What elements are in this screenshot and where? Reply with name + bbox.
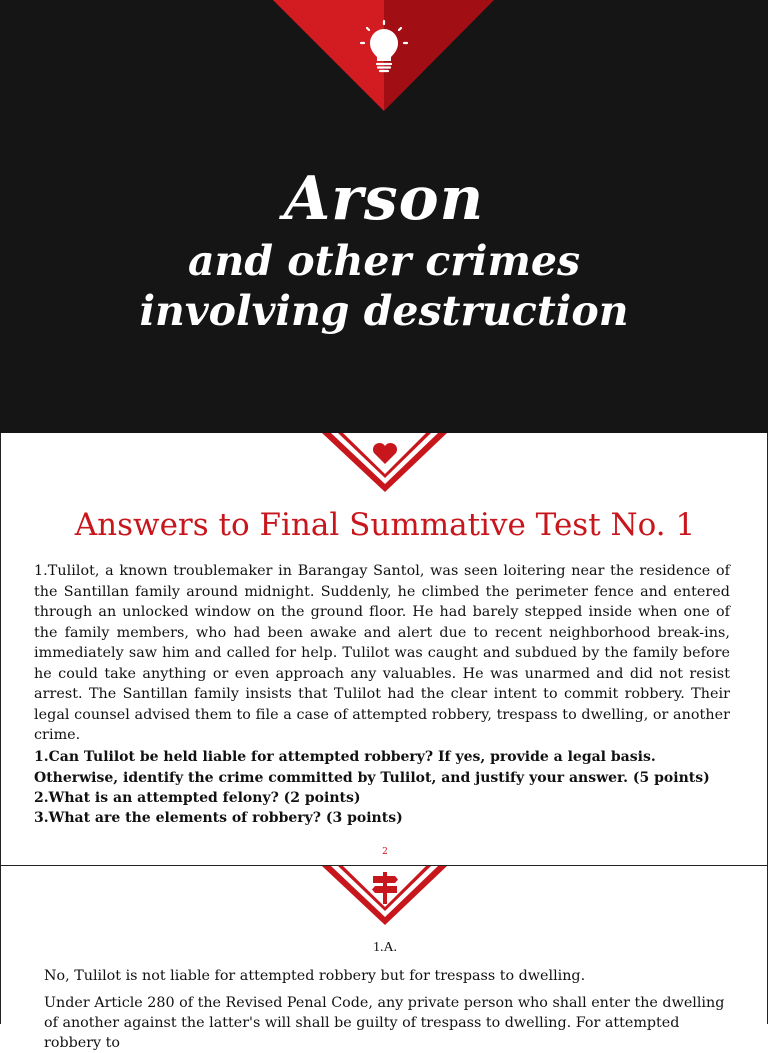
cover-subtitle-line-1: and other crimes [187,237,581,285]
page-badge [1,433,769,495]
page-badge [1,866,769,928]
cover-title: Arson [283,164,485,234]
page-number: 2 [382,847,388,857]
cover-subtitle-line-2: involving destruction [139,287,629,335]
answers-page [0,433,768,865]
cover-notch [0,0,768,120]
scenario-text: 1.Tulilot, a known troublemaker in Barangay Santol, was seen loitering near the residence of the Santillan family around midnight. Suddenly, he climbed the perimeter fence and entered through an unlocked window on the ground floor. He had barely stepped inside when one of the family members, who had been awake and alert due to recent neighborhood break-ins, immediately saw him and called for help. Tulilot was caught and subdued by the family before he could take anything or even approach any valuables. He was unarmed and did not resist arrest. The Santillan family insists that Tulilot had the clear intent to commit robbery. Their legal counsel advised them to file a case of attempted robbery, trespass to dwelling, or another crime. [34,563,730,743]
question-3: 3.What are the elements of robbery? (3 points) [34,810,403,826]
answer-page [0,866,768,1051]
question-1: 1.Can Tulilot be held liable for attempted robbery? If yes, provide a legal basis. Otherwise, identify the crime committed by Tulilot, and justify your answer. (5 points) [34,749,710,786]
cover-page [0,0,768,433]
answer-paragraph-1: No, Tulilot is not liable for attempted robbery but for trespass to dwelling. [44,968,586,984]
answer-label: 1.A. [372,940,398,955]
page-heading: Answers to Final Summative Test No. 1 [74,507,696,543]
answer-paragraph-2: Under Article 280 of the Revised Penal Code, any private person who shall enter the dwelling of another against the latter's will shall be guilty of trespass to dwelling. For attempted robbery to [44,995,725,1051]
question-2: 2.What is an attempted felony? (2 points) [34,790,361,806]
